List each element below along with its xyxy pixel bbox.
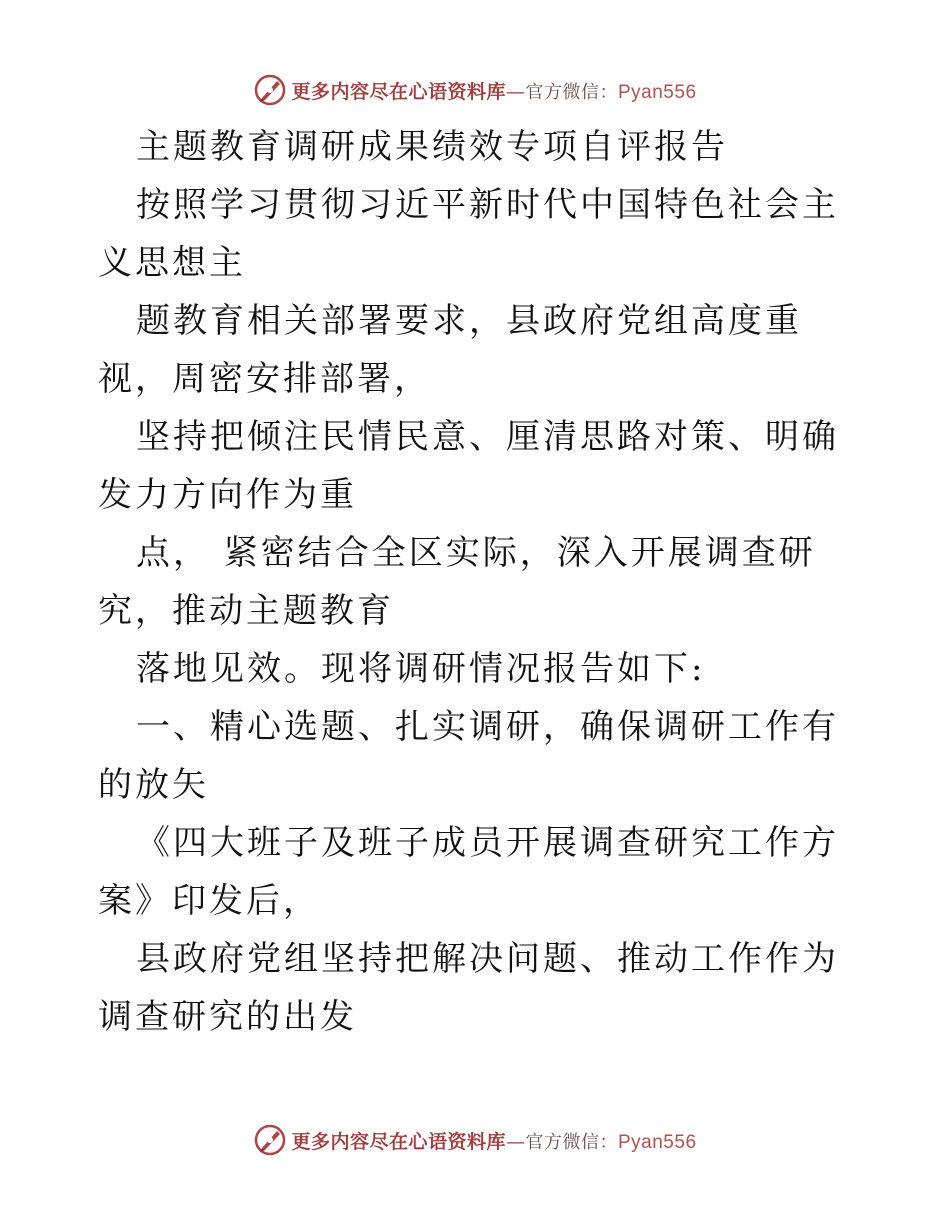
document-body [98, 118, 858, 1046]
watermark-official-text: 官方微信： [525, 1131, 618, 1153]
watermark-handle: Pyan556 [618, 1131, 697, 1153]
paragraph: 县政府党组坚持把解决问题、推动工作作为调查研究的出发 [98, 939, 839, 1037]
quill-pen-logo-icon [253, 1123, 287, 1157]
header-watermark [0, 70, 950, 110]
quill-pen-logo-icon [253, 73, 287, 107]
paragraph: 题教育相关部署要求，县政府党组高度重视，周密安排部署， [98, 301, 802, 399]
watermark-text [291, 1127, 696, 1154]
watermark-dash: — [506, 80, 526, 103]
footer-watermark [0, 1120, 950, 1160]
paragraph: 点， 紧密结合全区实际，深入开展调查研究，推动主题教育 [98, 533, 816, 631]
watermark-site-text: 更多内容尽在心语资料库 [291, 80, 506, 103]
section-heading: 一、精心选题、扎实调研，确保调研工作有的放矢 [98, 707, 839, 805]
watermark-dash: — [506, 1130, 526, 1153]
document-title: 主题教育调研成果绩效专项自评报告 [136, 127, 728, 167]
watermark-handle: Pyan556 [618, 81, 697, 103]
watermark-official-text: 官方微信： [525, 81, 618, 103]
paragraph: 坚持把倾注民情民意、厘清思路对策、明确发力方向作为重 [98, 417, 839, 515]
paragraph: 《四大班子及班子成员开展调查研究工作方案》印发后， [98, 823, 839, 921]
paragraph: 落地见效。现将调研情况报告如下: [136, 649, 706, 689]
paragraph: 按照学习贯彻习近平新时代中国特色社会主义思想主 [98, 185, 839, 283]
watermark-text [291, 77, 696, 104]
watermark-site-text: 更多内容尽在心语资料库 [291, 1130, 506, 1153]
